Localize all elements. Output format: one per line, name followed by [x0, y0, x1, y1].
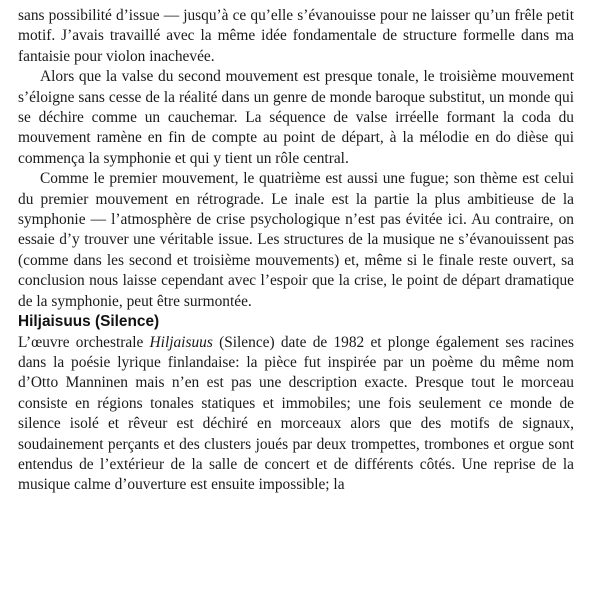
paragraph-continued: sans possibilité d’issue — jusqu’à ce qu’elle s’évanouisse pour ne laisser qu’un frêle petit motif. J’avais travaillé avec la même idée fondamentale de structure formelle dans ma fantaisie pour violon inachevée. — [18, 7, 574, 65]
section-heading: Hiljaisuus (Silence) — [18, 313, 160, 331]
paragraph-third-movement: Alors que la valse du second mouvement est presque tonale, le troisième mouvement s’éloigne sans cesse de la réalité dans un genre de monde baroque substitut, un monde qui se déchire comme un cauchemar. La séquence de valse irréelle formant la coda du mouvement ramène en fin de compte au point de départ, à la mélodie en do dièse qui commença la symphonie et qui y tient un rôle central. — [18, 68, 574, 167]
document-page — [18, 6, 574, 496]
paragraph-hiljaisuus-rest: (Silence) date de 1982 et plonge également ses racines dans la poésie lyrique finlandaise: la pièce fut inspirée par un poème du même nom d’Otto Manninen mais n’en est pas une description exacte. Presque tout le morceau consiste en régions tonales statiques et immobiles; une fois seulement ce monde de silence isolé et rêveur est déchiré en morceaux alors que des motifs de signaux, soudainement perçants et des clusters joués par deux trompettes, trombones et orgue sont entendus de l’extérieur de la salle de concert et de différents côtés. Une reprise de la musique calme d’ouverture est ensuite impossible; la — [18, 333, 575, 494]
paragraph-fourth-movement: Comme le premier mouvement, le quatrième est aussi une fugue; son thème est celui du premier mouvement en rétrograde. Le inale est la partie la plus ambitieuse de la symphonie — l’atmosphère de crise psychologique n’est pas évitée ici. Au contraire, on essaie d’y trouver une véritable issue. Les structures de la musique ne s’évanouissent pas (comme dans les second et troisième mouvements) et, même si le finale reste ouvert, sa conclusion nous laisse cependant avec l’espoir que la crise, le point de départ dramatique de la symphonie, peut être surmontée. — [18, 170, 574, 310]
work-title: Hiljaisuus — [149, 333, 213, 351]
paragraph-hiljaisuus — [18, 333, 574, 496]
paragraph-hiljaisuus-start: L’œuvre orchestrale — [18, 333, 150, 351]
